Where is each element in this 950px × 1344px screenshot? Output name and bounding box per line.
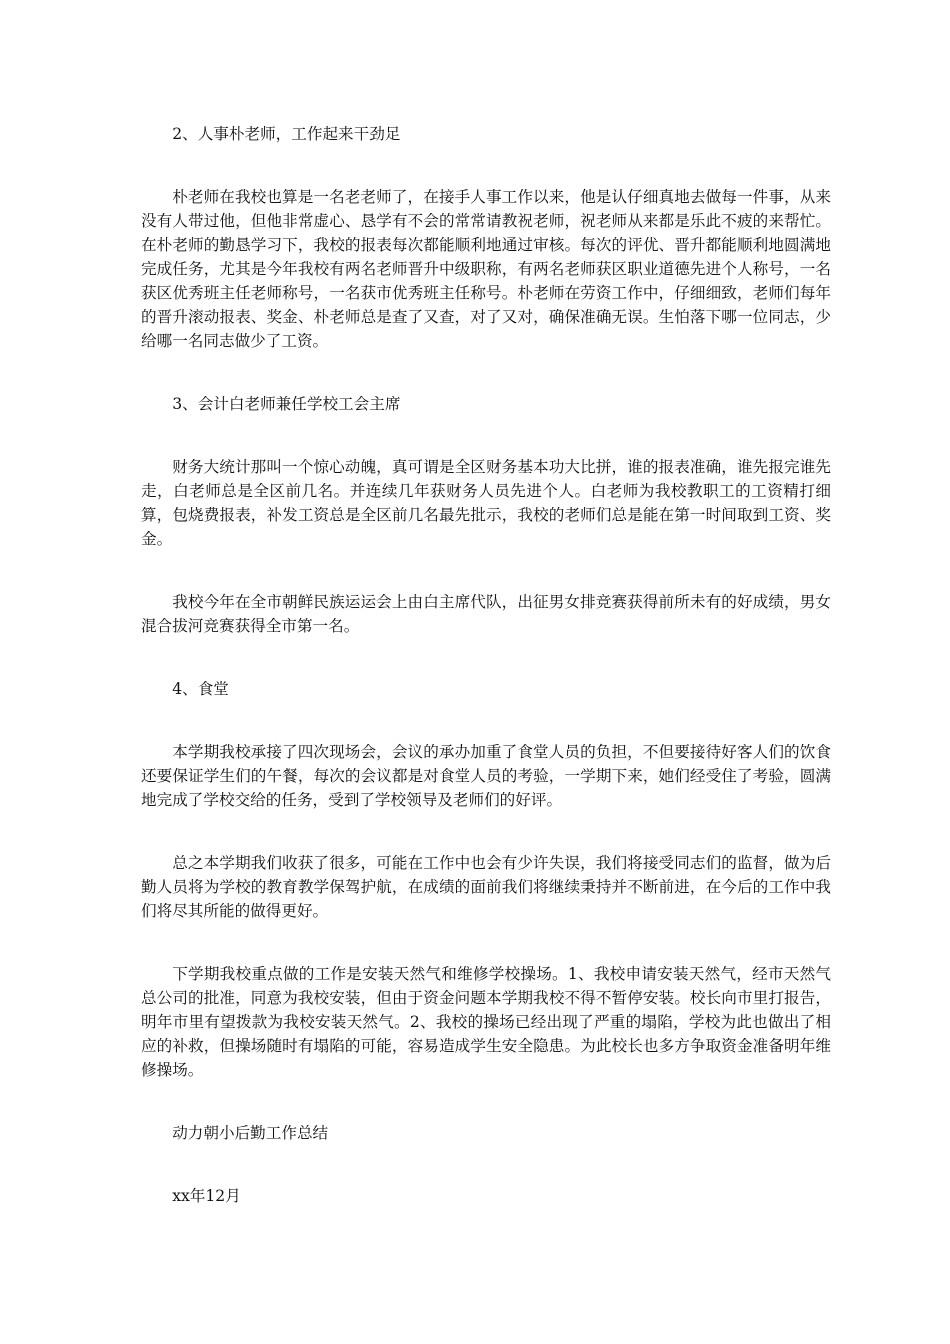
paragraph-accounting: 财务大统计那叫一个惊心动魄，真可谓是全区财务基本功大比拼，谁的报表准确，谁先报完谁先走，白老师总是全区前几名。并连续几年获财务人员先进个人。白老师为我校教职工的工资精打细算，包烧费报表，补发工资总是全区前几名最先批示，我校的老师们总是能在第一时间取到工资、奖金。 [141, 458, 831, 548]
document-body [141, 122, 831, 1247]
section-heading-canteen: 4、食堂 [172, 680, 229, 698]
paragraph-sports: 我校今年在全市朝鲜民族运运会上由白主席代队，出征男女排竞赛获得前所未有的好成绩，男女混合拔河竞赛获得全市第一名。 [141, 593, 831, 635]
paragraph-personnel: 朴老师在我校也算是一名老老师了，在接手人事工作以来，他是认仔细真地去做每一件事，从来没有人带过他，但他非常虚心、恳学有不会的常常请教祝老师，祝老师从来都是乐此不疲的来帮忙。在朴老师的勤恳学习下，我校的报表每次都能顺利地通过审核。每次的评优、晋升都能顺利地圆满地完成任务，尤其是今年我校有两名老师晋升中级职称，有两名老师获区职业道德先进个人称号，一名获区优秀班主任老师称号，一名获市优秀班主任称号。朴老师在劳资工作中，仔细细致，老师们每年的晋升滚动报表、奖金、朴老师总是查了又查，对了又对，确保准确无误。生怕落下哪一位同志，少给哪一名同志做少了工资。 [141, 188, 831, 350]
section-heading-personnel: 2、人事朴老师，工作起来干劲足 [172, 125, 401, 143]
paragraph-next-term: 下学期我校重点做的工作是安装天然气和维修学校操场。1、我校申请安装天然气，经市天然气总公司的批准，同意为我校安装，但由于资金问题本学期我校不得不暂停安装。校长向市里打报告，明年市里有望拨款为我校安装天然气。2、我校的操场已经出现了严重的塌陷，学校为此也做出了相应的补救，但操场随时有塌陷的可能，容易造成学生安全隐患。为此校长也多方争取资金准备明年维修操场。 [141, 965, 831, 1079]
section-heading-accounting: 3、会计白老师兼任学校工会主席 [172, 395, 401, 413]
document-date: xx年12月 [172, 1187, 241, 1205]
document-signature: 动力朝小后勤工作总结 [172, 1124, 329, 1142]
paragraph-canteen: 本学期我校承接了四次现场会，会议的承办加重了食堂人员的负担，不但要接待好客人们的饮食还要保证学生们的午餐，每次的会议都是对食堂人员的考验，一学期下来，她们经受住了考验，圆满地完成了学校交给的任务，受到了学校领导及老师们的好评。 [141, 743, 831, 809]
paragraph-summary: 总之本学期我们收获了很多，可能在工作中也会有少许失误，我们将接受同志们的监督，做为后勤人员将为学校的教育教学保驾护航，在成绩的面前我们将继续秉持并不断前进，在今后的工作中我们将尽其所能的做得更好。 [141, 854, 831, 920]
